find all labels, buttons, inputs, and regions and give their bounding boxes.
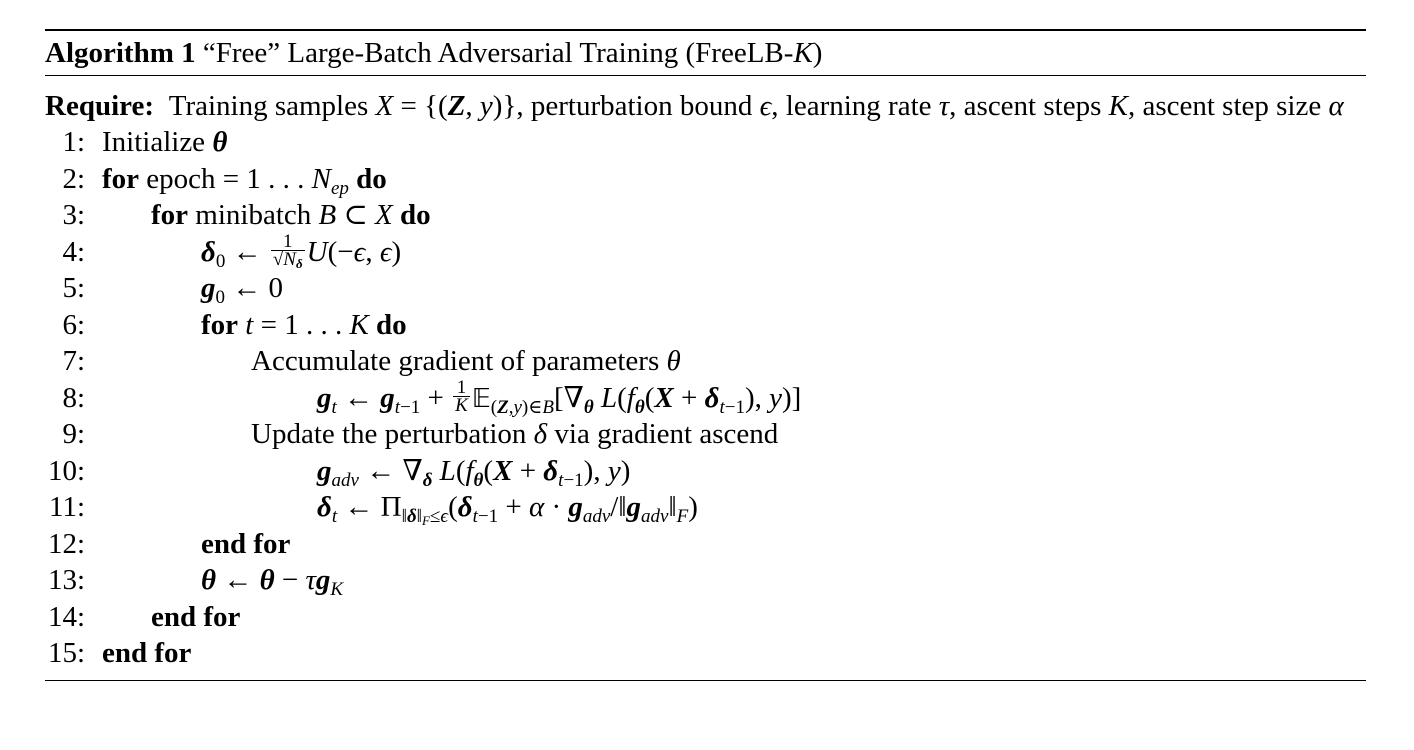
bottom-rule — [45, 680, 1366, 681]
algo-line-14: 14: end for — [47, 600, 241, 633]
algo-line-6: 6: for t = 1 . . . K do — [62, 308, 407, 341]
algo-line-11: 11: $\delta_t$ ← $\Pi_{‖\delta‖_F\le\epsilon}(\delta_{t-1} + \alpha$ · $g_{adv}/‖g_{adv}‖_F$) — [49, 491, 698, 528]
algo-line-13: 13: θ ← $\theta - \tau g_K$ — [47, 564, 344, 600]
algo-line-4: 4: $\delta_0$ ← $\frac{1}{√N_\delta}$ U(−ϵ, ϵ) — [62, 231, 402, 272]
algo-line-2: 2: for epoch = 1 . . . $N_{ep}$ do — [62, 162, 387, 199]
algo-line-1: 1: Initialize θ — [62, 126, 228, 158]
algo-line-10: 10: $g_{adv}$ ← $\nabla_\delta$ $L(f_\theta(X + \delta_{t-1})$, y) — [47, 454, 631, 491]
algo-line-12: 12: end for — [47, 527, 291, 560]
algo-line-7: 7: Accumulate gradient of parameters θ — [62, 345, 681, 377]
algo-line-15: 15: end for — [47, 637, 192, 669]
require-keyword: Require: — [45, 90, 155, 122]
algorithm-caption: Algorithm 1 “Free” Large-Batch Adversarial Training (FreeLB-K) — [45, 37, 823, 69]
algorithm-body — [45, 76, 1366, 680]
require-line: Require: Training samples X = {(Z, y)}, perturbation bound ϵ, learning rate τ, ascent steps K, ascent step size α — [45, 90, 1344, 122]
algo-line-9: 9: Update the perturbation δ via gradient ascend — [62, 418, 779, 450]
algo-line-3: 3: for minibatch B ⊂ X do — [62, 199, 431, 231]
algorithm-title-var: K — [793, 37, 813, 69]
algo-line-5: 5: $g_0$ ← 0 — [62, 272, 283, 308]
algo-line-8: 8: $g_t$ ← $g_{t-1}$ + $\frac{1}{K}$ $𝔼_{(Z,y)\in B}[\nabla_\theta$ $L(f_\theta(X + \delta_{t-1})$, y)] — [62, 377, 802, 418]
algorithm-title: “Free” Large-Batch Adversarial Training (FreeLB- — [202, 37, 794, 69]
algorithm-box — [45, 29, 1366, 681]
algorithm-label: Algorithm 1 — [45, 37, 196, 69]
